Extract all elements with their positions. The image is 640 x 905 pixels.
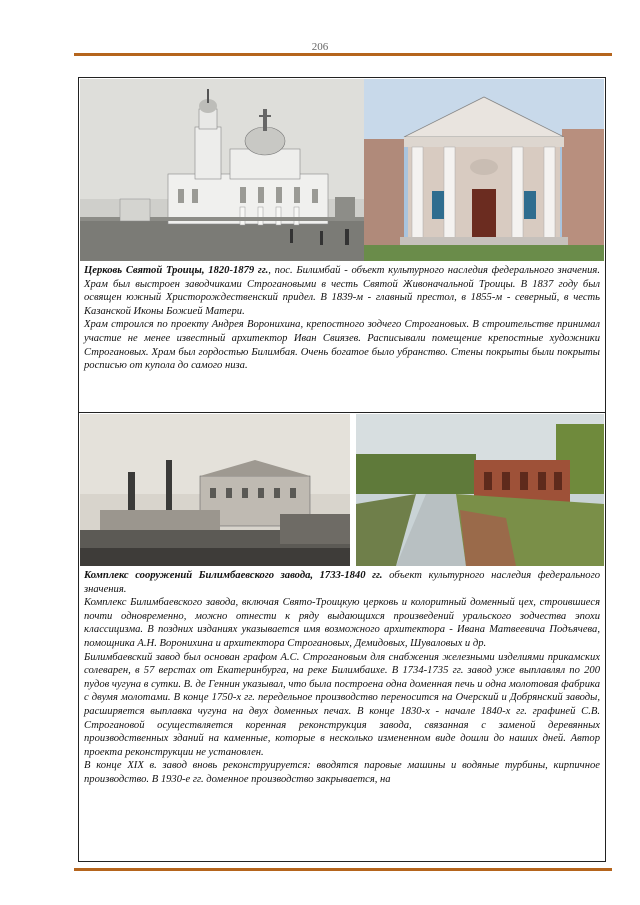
factory-caption-p4: В конце XIX в. завод вновь реконструируется: вводятся паровые машины и водяные турбины, кирпичное производство. В 1930-е гг. доменное производство закрывается, на	[84, 760, 600, 785]
church-archive-photo	[80, 79, 364, 261]
factory-title: Комплекс сооружений Билимбаевского завода, 1733-1840 гг.	[84, 570, 383, 581]
page-number: 206	[311, 41, 329, 53]
church-facade-photo	[364, 79, 604, 261]
church-title: Церковь Святой Троицы, 1820-1879 гг.	[84, 265, 269, 276]
church-caption-p1: , пос. Билимбай - объект культурного наследия федерального значения. Храм был выстроен заводчиками Строгановыми в честь Святой Живоначальной Троицы. В 1837 году был освящен южный Христорождественский придел. В 1839-м - главный престол, в 1855-м - северный, в честь Казанской Иконы Божией Матери.	[84, 265, 600, 317]
church-caption-p2: Храм строился по проекту Андрея Воронихина, крепостного зодчего Строгановых. В строительстве принимал участие не менее известный архитектор Иван Свиязев. Расписывали помещение крепостные художники Строгановых. Храм был гордостью Билимбая. Очень богатое было убранство. Стены покрыты были покрыты росписью от купола до самого низа.	[84, 319, 600, 372]
factory-caption-p1: объект культурного наследия федерального значения.	[84, 570, 600, 595]
factory-caption-p3: Билимбаевский завод был основан графом А.С. Строгановым для снабжения железными изделиями прикамских солеварен, в 57 верстах от Екатеринбурга, на реке Билимбаихе. В 1734-1735 гг. завод уже выплавлял по 200 пудов чугуна в сутки. В. де Геннин указывал, что была построена одна доменная печь и одна молотовая фабрика с двумя молотами. В конце 1750-х гг. передельное производство переносится на Очерский и Добрянский заводы, расширяется выплавка чугуна на двух доменных печах. В конце 1830-х - начале 1840-х гг. графиней С.В. Строгановой осуществляется коренная реконструкция завода, связанная с заменой деревянных производственных зданий на каменные, которые в несколько измененном виде дошли до наших дней. Автор проекта реконструкции не установлен.	[84, 651, 600, 758]
factory-caption	[84, 569, 600, 787]
footer-rule	[74, 868, 612, 871]
factory-archive-photo	[80, 414, 350, 566]
church-caption	[84, 264, 600, 373]
header-rule	[74, 53, 612, 56]
factory-caption-p2: Комплекс Билимбаевского завода, включая Свято-Троицкую церковь и колоритный доменный цех, строившиеся почти одновременно, можно отнести к ряду выдающихся произведений уральского зодчества эпохи классицизма. В поздних изданиях указывается имя возможного архитектора - Ивана Матвеевича Подъячева, помощника А.Н. Воронихина и архитектора Строгановых, Демидовых, Шуваловых и др.	[84, 597, 600, 649]
factory-ruins-photo	[356, 414, 604, 566]
